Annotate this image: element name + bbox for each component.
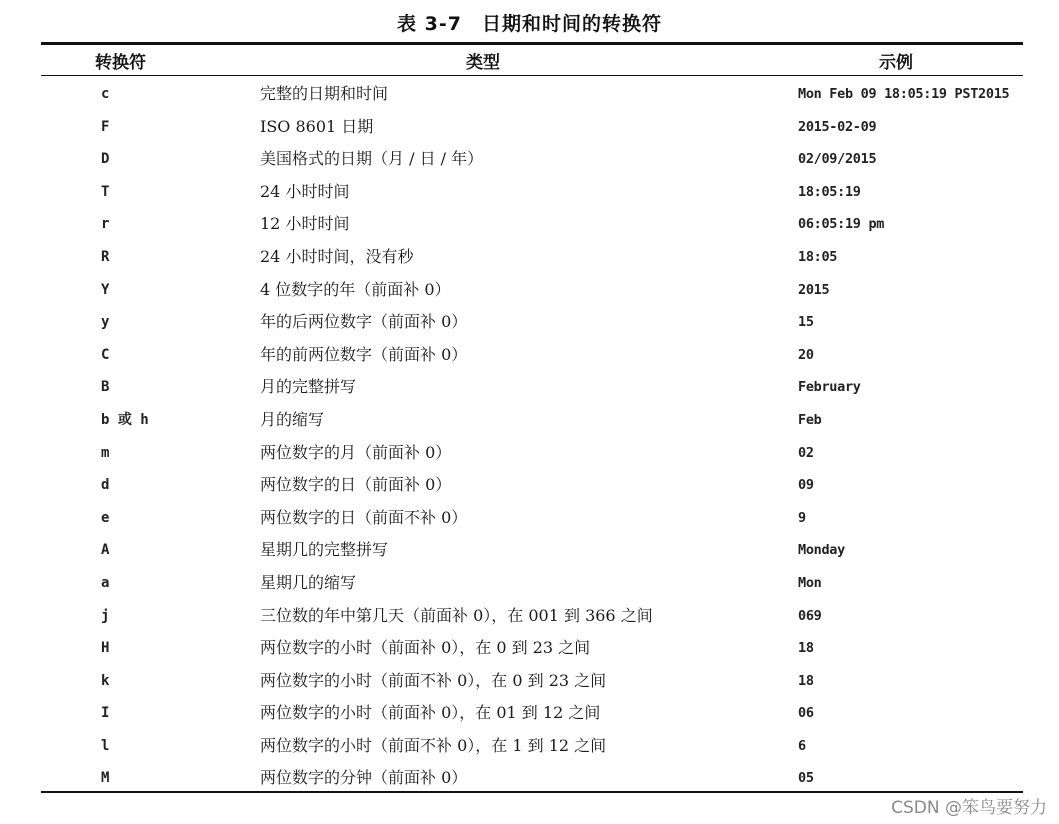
conversion-example: 15 [798,314,814,331]
conversion-code: y [101,314,110,331]
conversion-type: 年的前两位数字（前面补 0） [260,344,468,364]
conversion-code: I [101,705,110,722]
conversion-type: 星期几的完整拼写 [260,540,389,560]
conversion-code: b 或 h [101,411,149,428]
table-row [0,371,1059,404]
conversion-type: ISO 8601 日期 [260,116,374,136]
table-row [0,208,1059,241]
conversion-code: a [101,574,110,591]
conversion-example: Mon [798,574,822,591]
table-row [0,143,1059,176]
conversion-example: 02 [798,444,814,461]
conversion-example: 069 [798,607,822,624]
conversion-type: 两位数字的日（前面补 0） [260,475,452,495]
conversion-example: 06:05:19 pm [798,216,885,233]
table-row [0,469,1059,502]
conversion-example: 20 [798,346,814,363]
conversion-code: l [101,737,110,754]
conversion-example: 02/09/2015 [798,151,877,168]
conversion-code: m [101,444,110,461]
conversion-type: 美国格式的日期（月 / 日 / 年） [260,149,484,169]
conversion-code: M [101,770,110,787]
conversion-code: j [101,607,110,624]
conversion-code: d [101,477,110,494]
conversion-example: 09 [798,477,814,494]
conversion-type: 两位数字的日（前面不补 0） [260,507,468,527]
conversion-type: 两位数字的小时（前面补 0），在 01 到 12 之间 [260,703,601,723]
conversion-code: F [101,118,110,135]
conversion-type: 完整的日期和时间 [260,84,389,103]
conversion-example: 18:05 [798,248,838,265]
table-row [0,78,1059,111]
conversion-example: 18 [798,640,814,657]
conversion-example: February [798,379,861,396]
conversion-type: 月的缩写 [260,409,325,429]
table-row [0,730,1059,763]
conversion-example: 18 [798,672,814,689]
table-row [0,567,1059,600]
conversion-type: 两位数字的分钟（前面补 0） [260,768,468,788]
table-row [0,241,1059,274]
table-row [0,665,1059,698]
conversion-example: 2015-02-09 [798,118,877,135]
table-top-rule [41,42,1023,45]
conversion-code: e [101,509,110,526]
conversion-code: H [101,640,110,657]
conversion-example: Mon Feb 09 18:05:19 PST2015 [798,86,1010,102]
conversion-example: 18:05:19 [798,183,861,200]
conversion-type: 24 小时时间，没有秒 [260,246,414,266]
table-row [0,437,1059,470]
table-row [0,697,1059,730]
conversion-code: R [101,248,110,265]
conversion-example: 2015 [798,281,830,298]
table-row [0,502,1059,535]
conversion-code: c [101,86,110,102]
watermark: CSDN @笨鸟要努力 [891,798,1047,818]
table-row [0,111,1059,144]
table-row [0,274,1059,307]
table-row [0,632,1059,665]
conversion-code: D [101,151,110,168]
conversion-code: k [101,672,110,689]
table-row [0,306,1059,339]
conversion-type: 三位数的年中第几天（前面补 0），在 001 到 366 之间 [260,605,653,625]
conversion-type: 两位数字的小时（前面补 0），在 0 到 23 之间 [260,638,591,658]
header-example: 示例 [879,53,913,73]
conversion-example: 9 [798,509,806,526]
conversion-example: Monday [798,542,845,559]
conversion-type: 4 位数字的年（前面补 0） [260,279,451,299]
table-row [0,339,1059,372]
table-row [0,600,1059,633]
table-title: 表 3-7 日期和时间的转换符 [397,13,662,35]
table-bottom-rule [41,791,1023,793]
conversion-code: C [101,346,110,363]
conversion-code: T [101,183,110,200]
conversion-type: 24 小时时间 [260,181,350,201]
conversion-type: 两位数字的小时（前面不补 0），在 0 到 23 之间 [260,670,607,690]
table-header-rule [41,75,1023,76]
conversion-example: 05 [798,770,814,787]
header-type: 类型 [466,53,500,73]
conversion-code: r [101,216,110,233]
conversion-type: 月的完整拼写 [260,377,357,397]
conversion-type: 星期几的缩写 [260,572,357,592]
table-row [0,404,1059,437]
conversion-code: Y [101,281,110,298]
conversion-type: 年的后两位数字（前面补 0） [260,312,468,332]
conversion-code: B [101,379,110,396]
conversion-code: A [101,542,110,559]
conversion-example: 6 [798,737,806,754]
conversion-example: Feb [798,411,822,428]
table-row [0,534,1059,567]
conversion-type: 12 小时时间 [260,214,350,234]
conversion-example: 06 [798,705,814,722]
table-row [0,176,1059,209]
header-code: 转换符 [95,53,146,73]
table-body [0,78,1059,795]
conversion-type: 两位数字的月（前面补 0） [260,442,452,462]
conversion-type: 两位数字的小时（前面不补 0），在 1 到 12 之间 [260,735,607,755]
